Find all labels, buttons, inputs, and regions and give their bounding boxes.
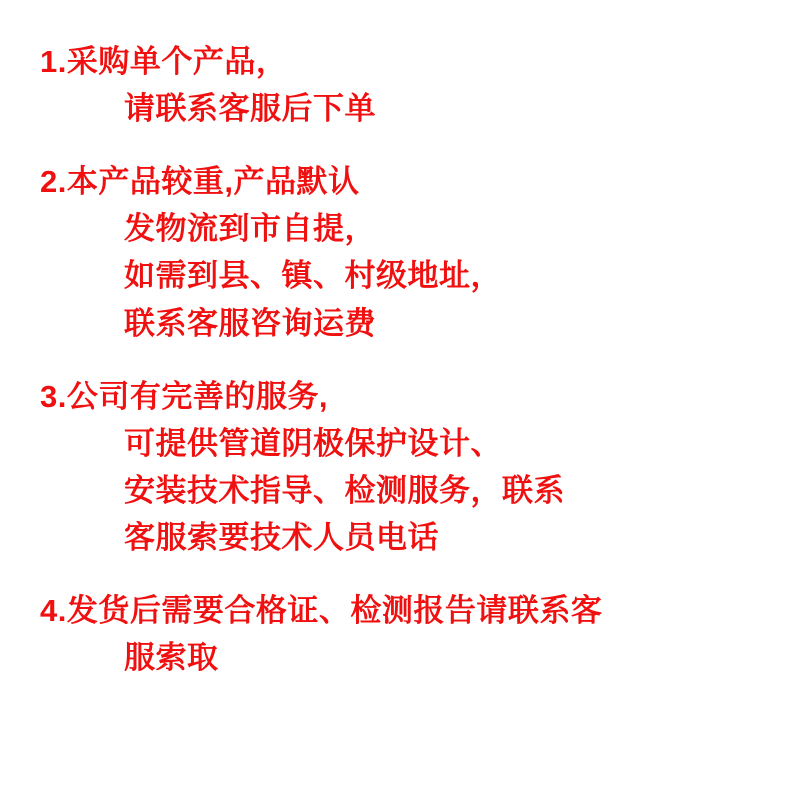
notice-line: 可提供管道阴极保护设计、 [124,425,502,461]
notice-line: 请联系客服后下单 [124,91,376,127]
notice-item-4 [40,587,760,681]
notice-line: 4.发货后需要合格证、检测报告请联系客 [40,593,603,629]
notice-line: 2.本产品较重,产品默认 [40,164,360,200]
notice-line: 发物流到市自提， [124,211,376,247]
notice-line: 客服索要技术人员电话 [124,519,439,555]
notice-line: 服索取 [124,640,219,676]
notice-line: 如需到县、镇、村级地址， [124,258,502,294]
notice-item-2 [40,158,760,346]
notice-line: 1.采购单个产品， [40,44,288,79]
notice-line: 3.公司有完善的服务, [40,378,328,414]
notice-line: 安装技术指导、检测服务，联系 [124,472,565,508]
notice-line: 联系客服咨询运费 [124,305,376,341]
notice-item-1 [40,38,760,132]
notice-item-3 [40,373,760,561]
